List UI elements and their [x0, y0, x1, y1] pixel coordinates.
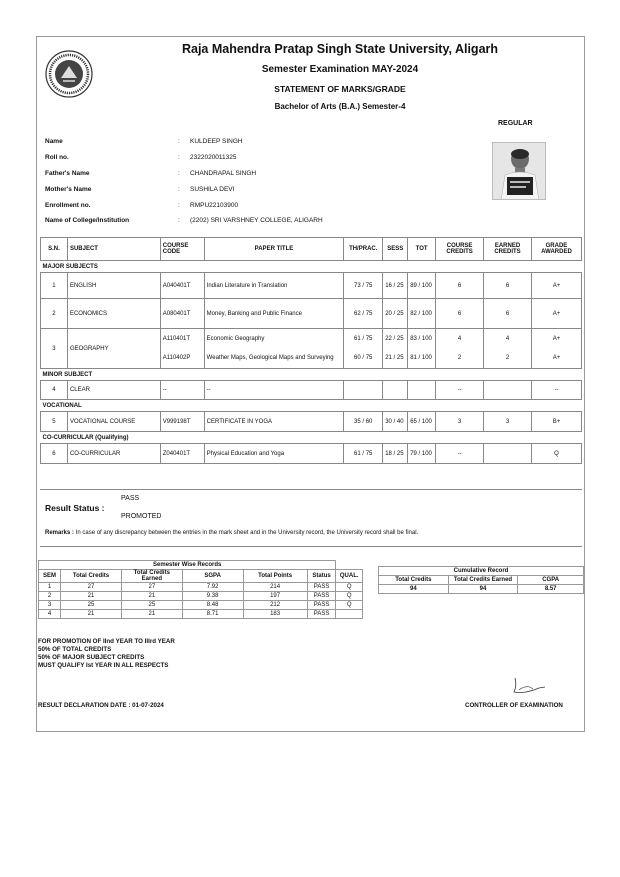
divider	[40, 489, 582, 490]
semester-records-table	[38, 560, 363, 619]
promotion-criteria: FOR PROMOTION OF IInd YEAR TO IIIrd YEAR 50% OF TOTAL CREDITS 50% OF MAJOR SUBJECT CREDITS MUST QUALIFY Ist YEAR IN ALL RESPECTS	[38, 638, 175, 669]
college-value: (2202) SRI VARSHNEY COLLEGE, ALIGARH	[190, 217, 323, 225]
university-seal-icon	[45, 50, 93, 98]
sem-col-total-credits: Total Credits	[61, 570, 122, 583]
col-subject: SUBJECT	[67, 238, 160, 261]
col-th-prac: TH/PRAC.	[344, 238, 383, 261]
result-pass: PASS	[121, 495, 140, 502]
section-cocurricular: CO-CURRICULAR (Qualifying)	[41, 432, 582, 444]
statement-title: STATEMENT OF MARKS/GRADE	[274, 84, 406, 94]
student-category: REGULAR	[498, 120, 533, 127]
enrollment-value: RMPU22103900	[190, 201, 239, 209]
section-vocational: VOCATIONAL	[41, 400, 582, 412]
remarks-text: In case of any discrepancy between the entries in the mark sheet and in the University record, the University record shall be final.	[75, 530, 419, 536]
college-label: Name of College/Institution	[45, 217, 130, 225]
col-sn: S.N.	[41, 238, 68, 261]
table-row: 3 25 25 8.48 212 PASS Q	[39, 601, 363, 610]
table-row: 4 CLEAR -- -- -- --	[41, 381, 582, 400]
table-row: 3 GEOGRAPHY A110401T Economic Geography 61 / 75 22 / 25 83 / 100 4 4 A+	[41, 329, 582, 349]
col-tot: TOT	[408, 238, 436, 261]
cum-col-credits-earned: Total Credits Earned	[448, 576, 518, 585]
father-value: CHANDRAPAL SINGH	[190, 169, 257, 177]
name-row: Name : KULDEEP SINGH	[45, 138, 243, 146]
section-minor: MINOR SUBJECT	[41, 369, 582, 381]
father-row: Father's Name : CHANDRAPAL SINGH	[45, 169, 257, 177]
mother-row: Mother's Name : SUSHILA DEVI	[45, 185, 235, 193]
table-row: 1 ENGLISH A040401T Indian Literature in Translation 73 / 75 16 / 25 89 / 100 6 6 A+	[41, 273, 582, 299]
col-sess: SESS	[383, 238, 408, 261]
cum-col-total-credits: Total Credits	[379, 576, 449, 585]
divider	[40, 546, 582, 547]
sem-col-sem: SEM	[39, 570, 61, 583]
college-row: Name of College/Institution : (2202) SRI VARSHNEY COLLEGE, ALIGARH	[45, 217, 323, 225]
name-value: KULDEEP SINGH	[190, 138, 243, 146]
table-row: 2 21 21 9.38 197 PASS Q	[39, 592, 363, 601]
controller-signature	[505, 672, 555, 698]
enrollment-label: Enrollment no.	[45, 201, 91, 209]
student-details	[45, 134, 323, 229]
result-promoted: PROMOTED	[121, 513, 162, 520]
section-major: MAJOR SUBJECTS	[41, 261, 582, 273]
result-status-label: Result Status :	[45, 503, 105, 513]
cum-col-cgpa: CGPA	[518, 576, 584, 585]
father-label: Father's Name	[45, 169, 90, 177]
remarks	[45, 530, 418, 536]
sem-col-status: Status	[307, 570, 336, 583]
sem-col-qual: QUAL.	[336, 570, 363, 583]
name-label: Name	[45, 138, 63, 146]
table-row: A110402P Weather Maps, Geological Maps and Surveying 60 / 75 21 / 25 81 / 100 2 2 A+	[41, 349, 582, 369]
roll-row: Roll no. : 2322020011325	[45, 154, 237, 162]
exam-title: Semester Examination MAY-2024	[261, 64, 419, 75]
remarks-label: Remarks :	[45, 530, 75, 536]
enrollment-row: Enrollment no. : RMPU22103900	[45, 201, 239, 209]
result-declaration-date: RESULT DECLARATION DATE : 01-07-2024	[38, 702, 164, 709]
table-row: 94 94 8.57	[379, 585, 584, 594]
col-course-code: COURSE CODE	[160, 238, 204, 261]
col-course-credits: COURSE CREDITS	[436, 238, 484, 261]
sem-col-credits-earned: Total Credits Earned	[121, 570, 182, 583]
col-earned-credits: EARNED CREDITS	[484, 238, 532, 261]
roll-label: Roll no.	[45, 154, 69, 162]
cumulative-title: Cumulative Record	[379, 567, 584, 576]
mother-label: Mother's Name	[45, 185, 92, 193]
table-row: 5 VOCATIONAL COURSE V999198T CERTIFICATE IN YOGA 35 / 60 30 / 40 65 / 100 3 3 B+	[41, 412, 582, 432]
table-row: 2 ECONOMICS A080401T Money, Banking and Public Finance 62 / 75 20 / 25 82 / 100 6 6 A+	[41, 299, 582, 329]
semester-records-title: Semester Wise Records	[39, 561, 336, 570]
sem-col-sgpa: SGPA	[182, 570, 243, 583]
controller-of-examination: CONTROLLER OF EXAMINATION	[465, 702, 563, 709]
sem-col-total-points: Total Points	[243, 570, 307, 583]
roll-value: 2322020011325	[190, 154, 237, 162]
program-title: Bachelor of Arts (B.A.) Semester-4	[274, 102, 406, 111]
col-grade: GRADE AWARDED	[531, 238, 581, 261]
mother-value: SUSHILA DEVI	[190, 185, 235, 193]
cumulative-record-table	[378, 566, 584, 594]
table-row: 6 CO-CURRICULAR Z040401T Physical Education and Yoga 61 / 75 18 / 25 79 / 100 -- Q	[41, 444, 582, 464]
marks-header-row	[41, 238, 582, 261]
col-paper-title: PAPER TITLE	[204, 238, 344, 261]
marks-table	[40, 237, 582, 464]
table-row: 4 21 21 8.71 183 PASS	[39, 610, 363, 619]
university-name: Raja Mahendra Pratap Singh State University, Aligarh	[181, 42, 499, 56]
student-photo	[492, 142, 546, 200]
table-row: 1 27 27 7.92 214 PASS Q	[39, 583, 363, 592]
